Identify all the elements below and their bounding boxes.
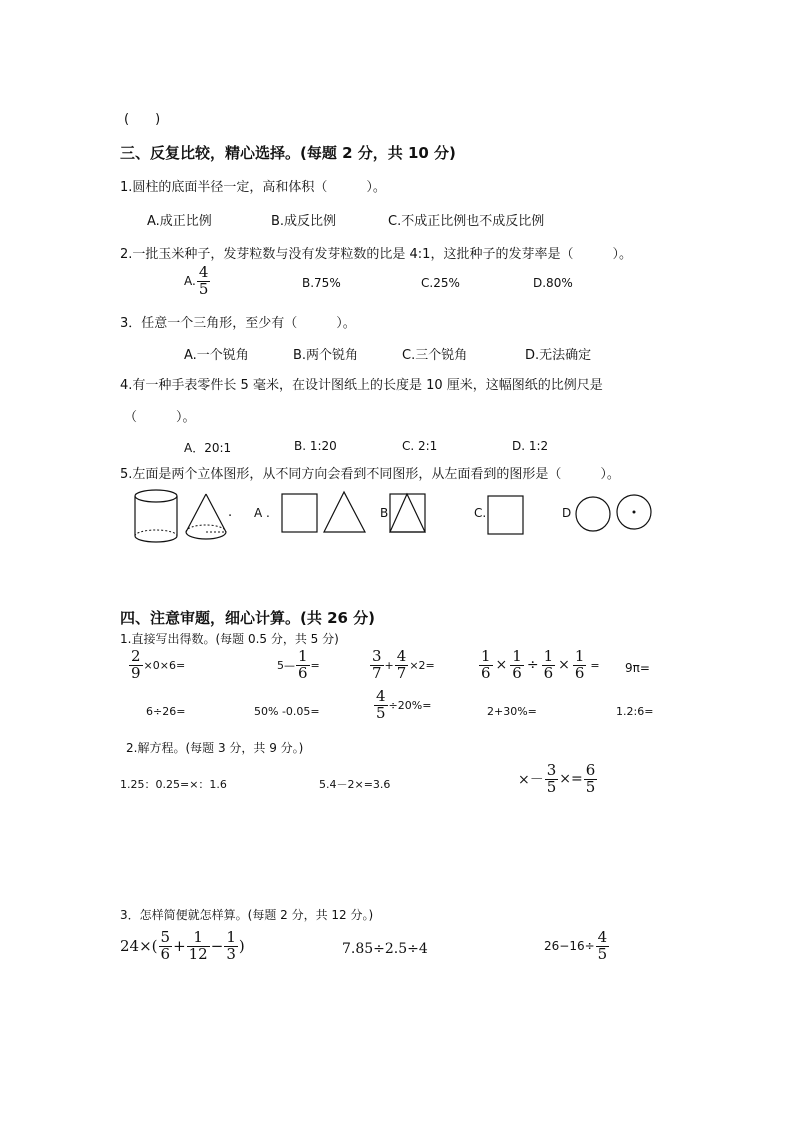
fraction: [159, 930, 173, 963]
calc-expression: ×=: [559, 771, 583, 788]
fraction-numerator: 2: [131, 647, 141, 665]
calc-item-9: 2+30%=: [487, 705, 537, 718]
calc-item-6: 6÷26=: [146, 705, 186, 718]
fraction-numerator: 1: [481, 647, 491, 665]
q5-figure-dot: .: [228, 505, 233, 520]
fraction: [129, 649, 143, 682]
q2-option-b[interactable]: B.75%: [302, 276, 341, 290]
fraction-numerator: 4: [376, 687, 386, 705]
calc-item-3: [369, 649, 435, 682]
calc-expression: =: [310, 658, 320, 672]
equation-3: [518, 763, 598, 796]
part2-title: 2.解方程。(每题 3 分，共 9 分。): [126, 741, 304, 755]
fraction: [596, 930, 610, 963]
q1-option-b[interactable]: B.成反比例: [271, 214, 337, 229]
fraction-denominator: 5: [597, 944, 608, 963]
fraction-numerator: 3: [372, 647, 382, 665]
plus-sign: +: [384, 658, 394, 672]
option-c-square: [488, 496, 523, 534]
q2-text: 2.一批玉米种子，发芽粒数与没有发芽粒数的比是 4:1，这批种子的发芽率是（ ）。: [120, 247, 632, 262]
q2-option-a-prefix: A.: [184, 274, 196, 289]
q3-text: 3．任意一个三角形，至少有（ ）。: [120, 316, 356, 331]
fraction: [510, 649, 524, 682]
fraction-denominator: 6: [481, 663, 491, 682]
fraction-numerator: 1: [574, 647, 585, 665]
option-b-rectangle: [390, 494, 425, 532]
fraction-denominator: 7: [396, 663, 407, 682]
fraction: [479, 649, 493, 682]
divide-sign: ÷: [526, 657, 539, 674]
fraction: [370, 649, 384, 682]
q4-option-b[interactable]: B. 1:20: [294, 439, 337, 453]
calc-expression: ÷20%=: [388, 698, 432, 712]
calc-item-5: 9π=: [625, 661, 650, 675]
option-d-center-dot: [633, 511, 636, 514]
calc-expression: ×0×6=: [143, 658, 186, 672]
fraction: [573, 649, 587, 682]
calc-expression: ×2=: [409, 658, 435, 672]
fraction-denominator: 3: [226, 944, 236, 963]
fraction: [584, 763, 598, 796]
fraction-numerator: 4: [198, 263, 209, 281]
fraction-denominator: 6: [543, 663, 554, 682]
q4-option-a[interactable]: A．20:1: [184, 441, 232, 455]
q3-option-c[interactable]: C.三个锐角: [402, 348, 468, 363]
fraction-numerator: 3: [546, 761, 557, 779]
q3-option-a[interactable]: A.一个锐角: [184, 348, 249, 363]
q5-option-d-label[interactable]: D: [562, 506, 572, 520]
fraction-denominator: 7: [372, 663, 382, 682]
section3-title: 三、反复比较，精心选择。(每题 2 分，共 10 分): [120, 144, 456, 162]
q3-option-d[interactable]: D.无法确定: [525, 348, 592, 363]
fraction: [545, 763, 559, 796]
q2-option-d[interactable]: D.80%: [533, 276, 573, 290]
calc-item-2: [277, 649, 320, 682]
part1-title: 1.直接写出得数。(每题 0.5 分，共 5 分): [120, 632, 339, 646]
fraction-denominator: 6: [574, 663, 585, 682]
q1-option-a[interactable]: A.成正比例: [147, 214, 212, 229]
calc-item-7: 50% -0.05=: [254, 705, 320, 718]
plus-sign: +: [173, 937, 186, 956]
fraction-numerator: 1: [512, 647, 522, 665]
calc-item-10: 1.2:6=: [616, 705, 654, 718]
q1-option-c[interactable]: C.不成正比例也不成反比例: [388, 214, 545, 229]
simplify-item-3: [544, 930, 610, 963]
q5-option-c-label[interactable]: C.: [474, 506, 487, 520]
fraction-denominator: 9: [131, 663, 141, 682]
fraction-denominator: 12: [188, 944, 208, 963]
calc-item-4: [478, 649, 600, 682]
fraction-numerator: 1: [193, 928, 203, 946]
fraction: [374, 689, 388, 722]
calc-expression: ): [238, 937, 245, 956]
q5-figures: [128, 484, 668, 548]
q5-option-b-label[interactable]: B: [380, 506, 389, 520]
option-a-square: [282, 494, 317, 532]
q4-option-c[interactable]: C. 2:1: [402, 439, 438, 453]
option-a-triangle: [324, 492, 365, 532]
q2-option-a-fraction: [197, 265, 211, 298]
q2-option-a[interactable]: [184, 265, 211, 298]
fraction-numerator: 1: [543, 647, 554, 665]
fraction: [542, 649, 556, 682]
fraction-numerator: 4: [396, 647, 407, 665]
equation-2: 5.4－2×=3.6: [319, 778, 391, 791]
calc-expression: 24×(: [120, 937, 158, 956]
fraction-denominator: 6: [160, 944, 171, 963]
fraction: [395, 649, 409, 682]
fraction: [296, 649, 310, 682]
cone-figure: [186, 494, 226, 539]
fraction-denominator: 5: [198, 279, 209, 298]
fraction-numerator: 1: [298, 647, 308, 665]
q5-text: 5.左面是两个立体图形，从不同方向会看到不同图形，从左面看到的图形是（ ）。: [120, 467, 620, 482]
calc-expression: =: [590, 658, 600, 672]
simplify-item-2: 7.85÷2.5÷4: [342, 941, 428, 957]
simplify-item-1: [120, 930, 245, 963]
fraction-denominator: 5: [546, 777, 557, 796]
fraction-denominator: 6: [298, 663, 308, 682]
fraction-denominator: 5: [376, 703, 386, 722]
calc-expression: 5—: [277, 658, 295, 672]
option-d-circle: [576, 497, 610, 531]
fraction-numerator: 4: [597, 928, 608, 946]
times-sign: ×: [558, 657, 570, 674]
q4-text-line1: 4.有一种手表零件长 5 毫米，在设计图纸上的长度是 10 厘米，这幅图纸的比例尺是: [120, 378, 603, 393]
option-b-triangle: [390, 494, 425, 532]
calc-item-1: [128, 649, 185, 682]
fraction-numerator: 1: [226, 928, 236, 946]
fraction-denominator: 5: [585, 777, 596, 796]
q4-text-line2: （ ）。: [124, 410, 196, 425]
section4-title: 四、注意审题，细心计算。(共 26 分): [120, 609, 376, 627]
leftover-answer-paren: ( ): [124, 112, 161, 127]
fraction-numerator: 5: [160, 928, 171, 946]
fraction: [224, 930, 238, 963]
times-sign: ×: [495, 657, 508, 674]
calc-item-8: [373, 689, 431, 722]
cylinder-figure: [135, 490, 177, 542]
equation-1: 1.25：0.25=×：1.6: [120, 778, 227, 791]
calc-expression: 26−16÷: [544, 939, 595, 954]
calc-expression: ×－: [518, 772, 544, 789]
q5-option-a-label[interactable]: A .: [254, 506, 270, 520]
q4-option-d[interactable]: D. 1:2: [512, 439, 549, 453]
fraction-numerator: 6: [585, 761, 596, 779]
fraction: [187, 930, 210, 963]
q2-option-c[interactable]: C.25%: [421, 276, 460, 290]
q1-text: 1.圆柱的底面半径一定，高和体积（ ）。: [120, 180, 386, 195]
part3-title: 3．怎样简便就怎样算。(每题 2 分，共 12 分。): [120, 908, 374, 922]
minus-sign: −: [210, 937, 224, 956]
fraction-denominator: 6: [512, 663, 522, 682]
q3-option-b[interactable]: B.两个锐角: [293, 348, 359, 363]
